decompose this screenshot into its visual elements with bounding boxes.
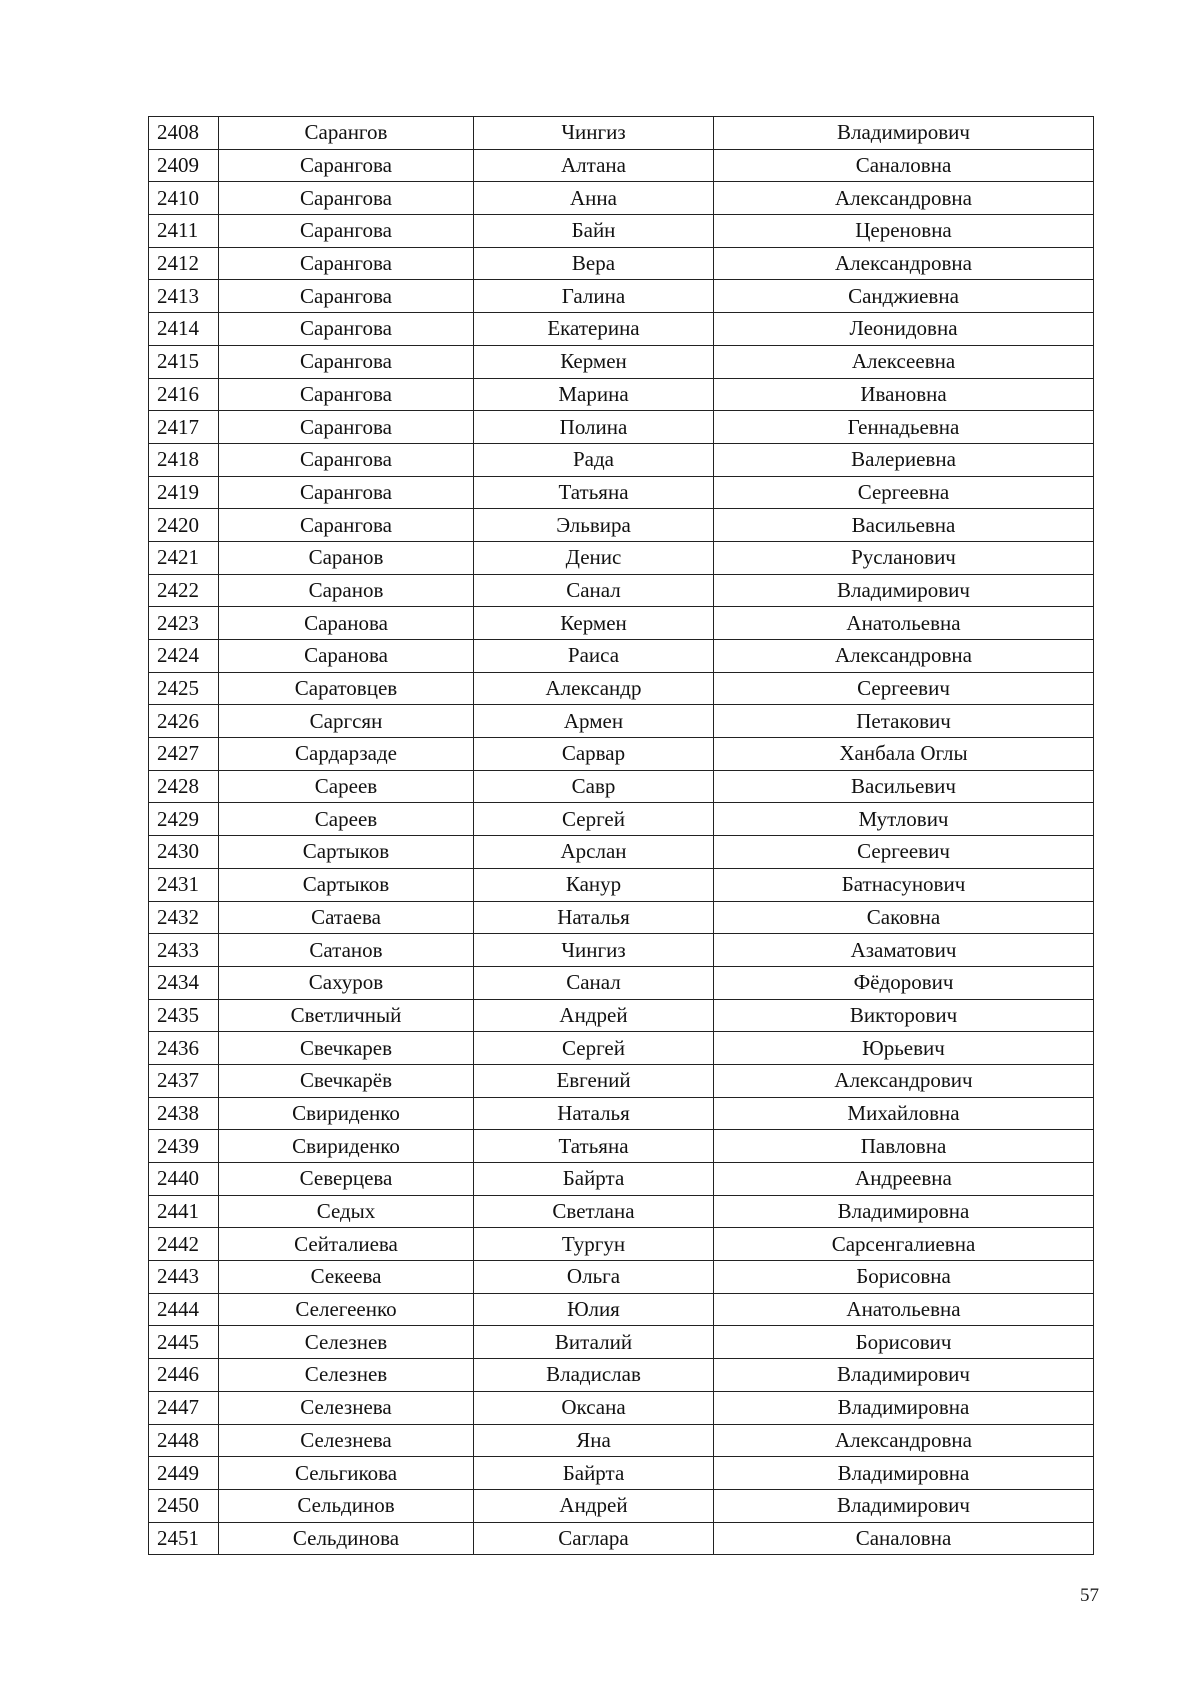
patronymic-cell: Владимировна bbox=[714, 1195, 1094, 1228]
first-name-cell: Сарвар bbox=[474, 738, 714, 771]
last-name-cell: Сарангова bbox=[219, 411, 474, 444]
table-row bbox=[149, 836, 1094, 869]
first-name-cell: Алтана bbox=[474, 149, 714, 182]
last-name-cell: Свириденко bbox=[219, 1097, 474, 1130]
row-number-cell: 2428 bbox=[149, 770, 219, 803]
table-row bbox=[149, 1326, 1094, 1359]
patronymic-cell: Сергеевич bbox=[714, 672, 1094, 705]
first-name-cell: Наталья bbox=[474, 1097, 714, 1130]
patronymic-cell: Александрович bbox=[714, 1064, 1094, 1097]
row-number-cell: 2431 bbox=[149, 868, 219, 901]
table-row bbox=[149, 1228, 1094, 1261]
table-row bbox=[149, 1522, 1094, 1555]
row-number-cell: 2423 bbox=[149, 607, 219, 640]
last-name-cell: Сареев bbox=[219, 770, 474, 803]
first-name-cell: Сергей bbox=[474, 803, 714, 836]
table-row bbox=[149, 1130, 1094, 1163]
row-number-cell: 2450 bbox=[149, 1489, 219, 1522]
patronymic-cell: Сергеевна bbox=[714, 476, 1094, 509]
table-row bbox=[149, 901, 1094, 934]
table-row bbox=[149, 313, 1094, 346]
row-number-cell: 2417 bbox=[149, 411, 219, 444]
patronymic-cell: Фёдорович bbox=[714, 966, 1094, 999]
patronymic-cell: Александровна bbox=[714, 640, 1094, 673]
patronymic-cell: Владимирович bbox=[714, 1489, 1094, 1522]
row-number-cell: 2416 bbox=[149, 378, 219, 411]
table-row bbox=[149, 934, 1094, 967]
table-row bbox=[149, 640, 1094, 673]
last-name-cell: Сарангова bbox=[219, 378, 474, 411]
table-row bbox=[149, 182, 1094, 215]
last-name-cell: Свечкарев bbox=[219, 1032, 474, 1065]
table-row bbox=[149, 1424, 1094, 1457]
first-name-cell: Андрей bbox=[474, 1489, 714, 1522]
first-name-cell: Байрта bbox=[474, 1457, 714, 1490]
patronymic-cell: Батнасунович bbox=[714, 868, 1094, 901]
last-name-cell: Сельдинова bbox=[219, 1522, 474, 1555]
patronymic-cell: Павловна bbox=[714, 1130, 1094, 1163]
patronymic-cell: Владимирович bbox=[714, 117, 1094, 150]
table-row bbox=[149, 247, 1094, 280]
last-name-cell: Селезнев bbox=[219, 1326, 474, 1359]
last-name-cell: Сарангова bbox=[219, 509, 474, 542]
table-row bbox=[149, 378, 1094, 411]
table-row bbox=[149, 672, 1094, 705]
last-name-cell: Секеева bbox=[219, 1261, 474, 1294]
patronymic-cell: Русланович bbox=[714, 541, 1094, 574]
first-name-cell: Юлия bbox=[474, 1293, 714, 1326]
patronymic-cell: Васильевич bbox=[714, 770, 1094, 803]
patronymic-cell: Владимирович bbox=[714, 1359, 1094, 1392]
row-number-cell: 2444 bbox=[149, 1293, 219, 1326]
table-row bbox=[149, 1032, 1094, 1065]
row-number-cell: 2437 bbox=[149, 1064, 219, 1097]
last-name-cell: Сельдинов bbox=[219, 1489, 474, 1522]
names-table-body bbox=[149, 117, 1094, 1555]
table-row bbox=[149, 280, 1094, 313]
first-name-cell: Санал bbox=[474, 574, 714, 607]
row-number-cell: 2426 bbox=[149, 705, 219, 738]
table-row bbox=[149, 1261, 1094, 1294]
patronymic-cell: Сарсенгалиевна bbox=[714, 1228, 1094, 1261]
first-name-cell: Байрта bbox=[474, 1163, 714, 1196]
last-name-cell: Саранова bbox=[219, 640, 474, 673]
patronymic-cell: Андреевна bbox=[714, 1163, 1094, 1196]
patronymic-cell: Азаматович bbox=[714, 934, 1094, 967]
first-name-cell: Рада bbox=[474, 443, 714, 476]
first-name-cell: Екатерина bbox=[474, 313, 714, 346]
first-name-cell: Санал bbox=[474, 966, 714, 999]
table-row bbox=[149, 345, 1094, 378]
first-name-cell: Арслан bbox=[474, 836, 714, 869]
last-name-cell: Свечкарёв bbox=[219, 1064, 474, 1097]
table-row bbox=[149, 574, 1094, 607]
patronymic-cell: Сергеевич bbox=[714, 836, 1094, 869]
last-name-cell: Сельгикова bbox=[219, 1457, 474, 1490]
last-name-cell: Сарангова bbox=[219, 476, 474, 509]
first-name-cell: Кермен bbox=[474, 345, 714, 378]
row-number-cell: 2415 bbox=[149, 345, 219, 378]
first-name-cell: Яна bbox=[474, 1424, 714, 1457]
first-name-cell: Ольга bbox=[474, 1261, 714, 1294]
page-number: 57 bbox=[1080, 1585, 1099, 1606]
patronymic-cell: Геннадьевна bbox=[714, 411, 1094, 444]
last-name-cell: Саргсян bbox=[219, 705, 474, 738]
last-name-cell: Сарангова bbox=[219, 182, 474, 215]
first-name-cell: Чингиз bbox=[474, 117, 714, 150]
table-row bbox=[149, 1489, 1094, 1522]
row-number-cell: 2408 bbox=[149, 117, 219, 150]
last-name-cell: Сарангова bbox=[219, 313, 474, 346]
last-name-cell: Сарангов bbox=[219, 117, 474, 150]
row-number-cell: 2446 bbox=[149, 1359, 219, 1392]
first-name-cell: Савр bbox=[474, 770, 714, 803]
patronymic-cell: Санджиевна bbox=[714, 280, 1094, 313]
last-name-cell: Саранов bbox=[219, 541, 474, 574]
last-name-cell: Сатаева bbox=[219, 901, 474, 934]
patronymic-cell: Анатольевна bbox=[714, 1293, 1094, 1326]
table-row bbox=[149, 1195, 1094, 1228]
table-row bbox=[149, 541, 1094, 574]
row-number-cell: 2430 bbox=[149, 836, 219, 869]
patronymic-cell: Анатольевна bbox=[714, 607, 1094, 640]
row-number-cell: 2411 bbox=[149, 215, 219, 248]
last-name-cell: Седых bbox=[219, 1195, 474, 1228]
first-name-cell: Анна bbox=[474, 182, 714, 215]
row-number-cell: 2420 bbox=[149, 509, 219, 542]
last-name-cell: Сардарзаде bbox=[219, 738, 474, 771]
patronymic-cell: Владимирович bbox=[714, 574, 1094, 607]
table-row bbox=[149, 411, 1094, 444]
last-name-cell: Сарангова bbox=[219, 247, 474, 280]
patronymic-cell: Викторович bbox=[714, 999, 1094, 1032]
first-name-cell: Эльвира bbox=[474, 509, 714, 542]
first-name-cell: Чингиз bbox=[474, 934, 714, 967]
patronymic-cell: Александровна bbox=[714, 247, 1094, 280]
last-name-cell: Сарангова bbox=[219, 443, 474, 476]
first-name-cell: Владислав bbox=[474, 1359, 714, 1392]
table-row bbox=[149, 966, 1094, 999]
last-name-cell: Северцева bbox=[219, 1163, 474, 1196]
row-number-cell: 2451 bbox=[149, 1522, 219, 1555]
row-number-cell: 2442 bbox=[149, 1228, 219, 1261]
patronymic-cell: Леонидовна bbox=[714, 313, 1094, 346]
first-name-cell: Сергей bbox=[474, 1032, 714, 1065]
last-name-cell: Сатанов bbox=[219, 934, 474, 967]
last-name-cell: Сарангова bbox=[219, 149, 474, 182]
table-row bbox=[149, 509, 1094, 542]
first-name-cell: Кермен bbox=[474, 607, 714, 640]
row-number-cell: 2433 bbox=[149, 934, 219, 967]
table-row bbox=[149, 1097, 1094, 1130]
first-name-cell: Виталий bbox=[474, 1326, 714, 1359]
last-name-cell: Селезнев bbox=[219, 1359, 474, 1392]
last-name-cell: Селегеенко bbox=[219, 1293, 474, 1326]
table-row bbox=[149, 738, 1094, 771]
row-number-cell: 2427 bbox=[149, 738, 219, 771]
first-name-cell: Вера bbox=[474, 247, 714, 280]
table-row bbox=[149, 117, 1094, 150]
last-name-cell: Сейталиева bbox=[219, 1228, 474, 1261]
row-number-cell: 2424 bbox=[149, 640, 219, 673]
row-number-cell: 2425 bbox=[149, 672, 219, 705]
table-row bbox=[149, 705, 1094, 738]
patronymic-cell: Борисович bbox=[714, 1326, 1094, 1359]
first-name-cell: Саглара bbox=[474, 1522, 714, 1555]
patronymic-cell: Юрьевич bbox=[714, 1032, 1094, 1065]
table-row bbox=[149, 868, 1094, 901]
patronymic-cell: Саналовна bbox=[714, 149, 1094, 182]
last-name-cell: Сарангова bbox=[219, 345, 474, 378]
row-number-cell: 2422 bbox=[149, 574, 219, 607]
table-row bbox=[149, 1359, 1094, 1392]
first-name-cell: Марина bbox=[474, 378, 714, 411]
row-number-cell: 2410 bbox=[149, 182, 219, 215]
first-name-cell: Тургун bbox=[474, 1228, 714, 1261]
first-name-cell: Татьяна bbox=[474, 476, 714, 509]
first-name-cell: Татьяна bbox=[474, 1130, 714, 1163]
table-row bbox=[149, 1457, 1094, 1490]
patronymic-cell: Владимировна bbox=[714, 1457, 1094, 1490]
row-number-cell: 2438 bbox=[149, 1097, 219, 1130]
first-name-cell: Галина bbox=[474, 280, 714, 313]
table-row bbox=[149, 1163, 1094, 1196]
table-row bbox=[149, 476, 1094, 509]
row-number-cell: 2413 bbox=[149, 280, 219, 313]
table-row bbox=[149, 1293, 1094, 1326]
row-number-cell: 2432 bbox=[149, 901, 219, 934]
last-name-cell: Сартыков bbox=[219, 868, 474, 901]
row-number-cell: 2440 bbox=[149, 1163, 219, 1196]
first-name-cell: Наталья bbox=[474, 901, 714, 934]
names-table bbox=[148, 116, 1094, 1555]
last-name-cell: Сареев bbox=[219, 803, 474, 836]
first-name-cell: Денис bbox=[474, 541, 714, 574]
row-number-cell: 2418 bbox=[149, 443, 219, 476]
first-name-cell: Евгений bbox=[474, 1064, 714, 1097]
patronymic-cell: Ханбала Оглы bbox=[714, 738, 1094, 771]
table-row bbox=[149, 1391, 1094, 1424]
first-name-cell: Светлана bbox=[474, 1195, 714, 1228]
table-row bbox=[149, 149, 1094, 182]
row-number-cell: 2421 bbox=[149, 541, 219, 574]
table-row bbox=[149, 215, 1094, 248]
patronymic-cell: Мутлович bbox=[714, 803, 1094, 836]
row-number-cell: 2443 bbox=[149, 1261, 219, 1294]
row-number-cell: 2414 bbox=[149, 313, 219, 346]
first-name-cell: Раиса bbox=[474, 640, 714, 673]
patronymic-cell: Александровна bbox=[714, 1424, 1094, 1457]
patronymic-cell: Михайловна bbox=[714, 1097, 1094, 1130]
row-number-cell: 2448 bbox=[149, 1424, 219, 1457]
table-row bbox=[149, 999, 1094, 1032]
last-name-cell: Селезнева bbox=[219, 1424, 474, 1457]
first-name-cell: Канур bbox=[474, 868, 714, 901]
patronymic-cell: Васильевна bbox=[714, 509, 1094, 542]
row-number-cell: 2441 bbox=[149, 1195, 219, 1228]
row-number-cell: 2434 bbox=[149, 966, 219, 999]
first-name-cell: Александр bbox=[474, 672, 714, 705]
table-row bbox=[149, 803, 1094, 836]
row-number-cell: 2445 bbox=[149, 1326, 219, 1359]
first-name-cell: Полина bbox=[474, 411, 714, 444]
first-name-cell: Армен bbox=[474, 705, 714, 738]
patronymic-cell: Борисовна bbox=[714, 1261, 1094, 1294]
last-name-cell: Сарангова bbox=[219, 280, 474, 313]
first-name-cell: Оксана bbox=[474, 1391, 714, 1424]
row-number-cell: 2436 bbox=[149, 1032, 219, 1065]
first-name-cell: Байн bbox=[474, 215, 714, 248]
last-name-cell: Свириденко bbox=[219, 1130, 474, 1163]
table-row bbox=[149, 1064, 1094, 1097]
patronymic-cell: Алексеевна bbox=[714, 345, 1094, 378]
patronymic-cell: Петакович bbox=[714, 705, 1094, 738]
table-row bbox=[149, 443, 1094, 476]
patronymic-cell: Саковна bbox=[714, 901, 1094, 934]
last-name-cell: Светличный bbox=[219, 999, 474, 1032]
row-number-cell: 2429 bbox=[149, 803, 219, 836]
patronymic-cell: Ивановна bbox=[714, 378, 1094, 411]
row-number-cell: 2435 bbox=[149, 999, 219, 1032]
table-row bbox=[149, 770, 1094, 803]
last-name-cell: Сарангова bbox=[219, 215, 474, 248]
row-number-cell: 2419 bbox=[149, 476, 219, 509]
last-name-cell: Саратовцев bbox=[219, 672, 474, 705]
table-row bbox=[149, 607, 1094, 640]
last-name-cell: Саранова bbox=[219, 607, 474, 640]
last-name-cell: Сартыков bbox=[219, 836, 474, 869]
patronymic-cell: Цереновна bbox=[714, 215, 1094, 248]
patronymic-cell: Саналовна bbox=[714, 1522, 1094, 1555]
row-number-cell: 2449 bbox=[149, 1457, 219, 1490]
row-number-cell: 2439 bbox=[149, 1130, 219, 1163]
patronymic-cell: Александровна bbox=[714, 182, 1094, 215]
last-name-cell: Селезнева bbox=[219, 1391, 474, 1424]
last-name-cell: Саранов bbox=[219, 574, 474, 607]
row-number-cell: 2412 bbox=[149, 247, 219, 280]
row-number-cell: 2409 bbox=[149, 149, 219, 182]
last-name-cell: Сахуров bbox=[219, 966, 474, 999]
patronymic-cell: Владимировна bbox=[714, 1391, 1094, 1424]
first-name-cell: Андрей bbox=[474, 999, 714, 1032]
row-number-cell: 2447 bbox=[149, 1391, 219, 1424]
patronymic-cell: Валериевна bbox=[714, 443, 1094, 476]
